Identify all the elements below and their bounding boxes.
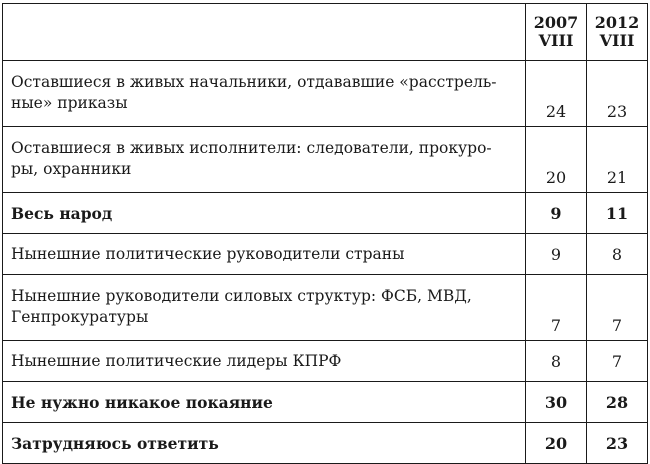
header-2007-month: VIII [538, 31, 574, 50]
row-value-2007: 9 [526, 193, 587, 234]
row-value-2007: 30 [526, 382, 587, 423]
header-2012 [587, 4, 648, 61]
table-row [3, 61, 648, 127]
header-2012-year: 2012 [594, 13, 640, 32]
table-row [3, 341, 648, 382]
row-value-2007: 24 [526, 61, 587, 127]
row-label: Весь народ [3, 193, 526, 234]
row-value-2012: 23 [587, 61, 648, 127]
header-empty-cell [3, 4, 526, 61]
table-row [3, 193, 648, 234]
row-value-2007: 9 [526, 234, 587, 275]
row-value-2007: 7 [526, 275, 587, 341]
row-value-2012: 8 [587, 234, 648, 275]
row-value-2012: 28 [587, 382, 648, 423]
row-label: Нынешние руководители силовых структур: ФСБ, МВД, Генпрокуратуры [3, 275, 526, 341]
row-value-2007: 20 [526, 127, 587, 193]
row-value-2007: 20 [526, 423, 587, 464]
row-label: Нынешние политические руководители страны [3, 234, 526, 275]
table-row [3, 275, 648, 341]
header-2007-year: 2007 [533, 13, 579, 32]
survey-table-container [2, 3, 647, 464]
row-label: Нынешние политические лидеры КПРФ [3, 341, 526, 382]
row-value-2007: 8 [526, 341, 587, 382]
table-row [3, 423, 648, 464]
row-value-2012: 21 [587, 127, 648, 193]
row-value-2012: 11 [587, 193, 648, 234]
row-value-2012: 23 [587, 423, 648, 464]
table-row [3, 382, 648, 423]
row-label: Оставшиеся в живых начальники, отдававшие «расстрель- ные» приказы [3, 61, 526, 127]
table-row [3, 234, 648, 275]
row-value-2012: 7 [587, 341, 648, 382]
table-row [3, 127, 648, 193]
header-2007 [526, 4, 587, 61]
row-value-2012: 7 [587, 275, 648, 341]
survey-table [2, 3, 648, 464]
row-label: Не нужно никакое покаяние [3, 382, 526, 423]
row-label: Затрудняюсь ответить [3, 423, 526, 464]
header-row [3, 4, 648, 61]
header-2012-month: VIII [599, 31, 635, 50]
row-label: Оставшиеся в живых исполнители: следователи, прокуро- ры, охранники [3, 127, 526, 193]
